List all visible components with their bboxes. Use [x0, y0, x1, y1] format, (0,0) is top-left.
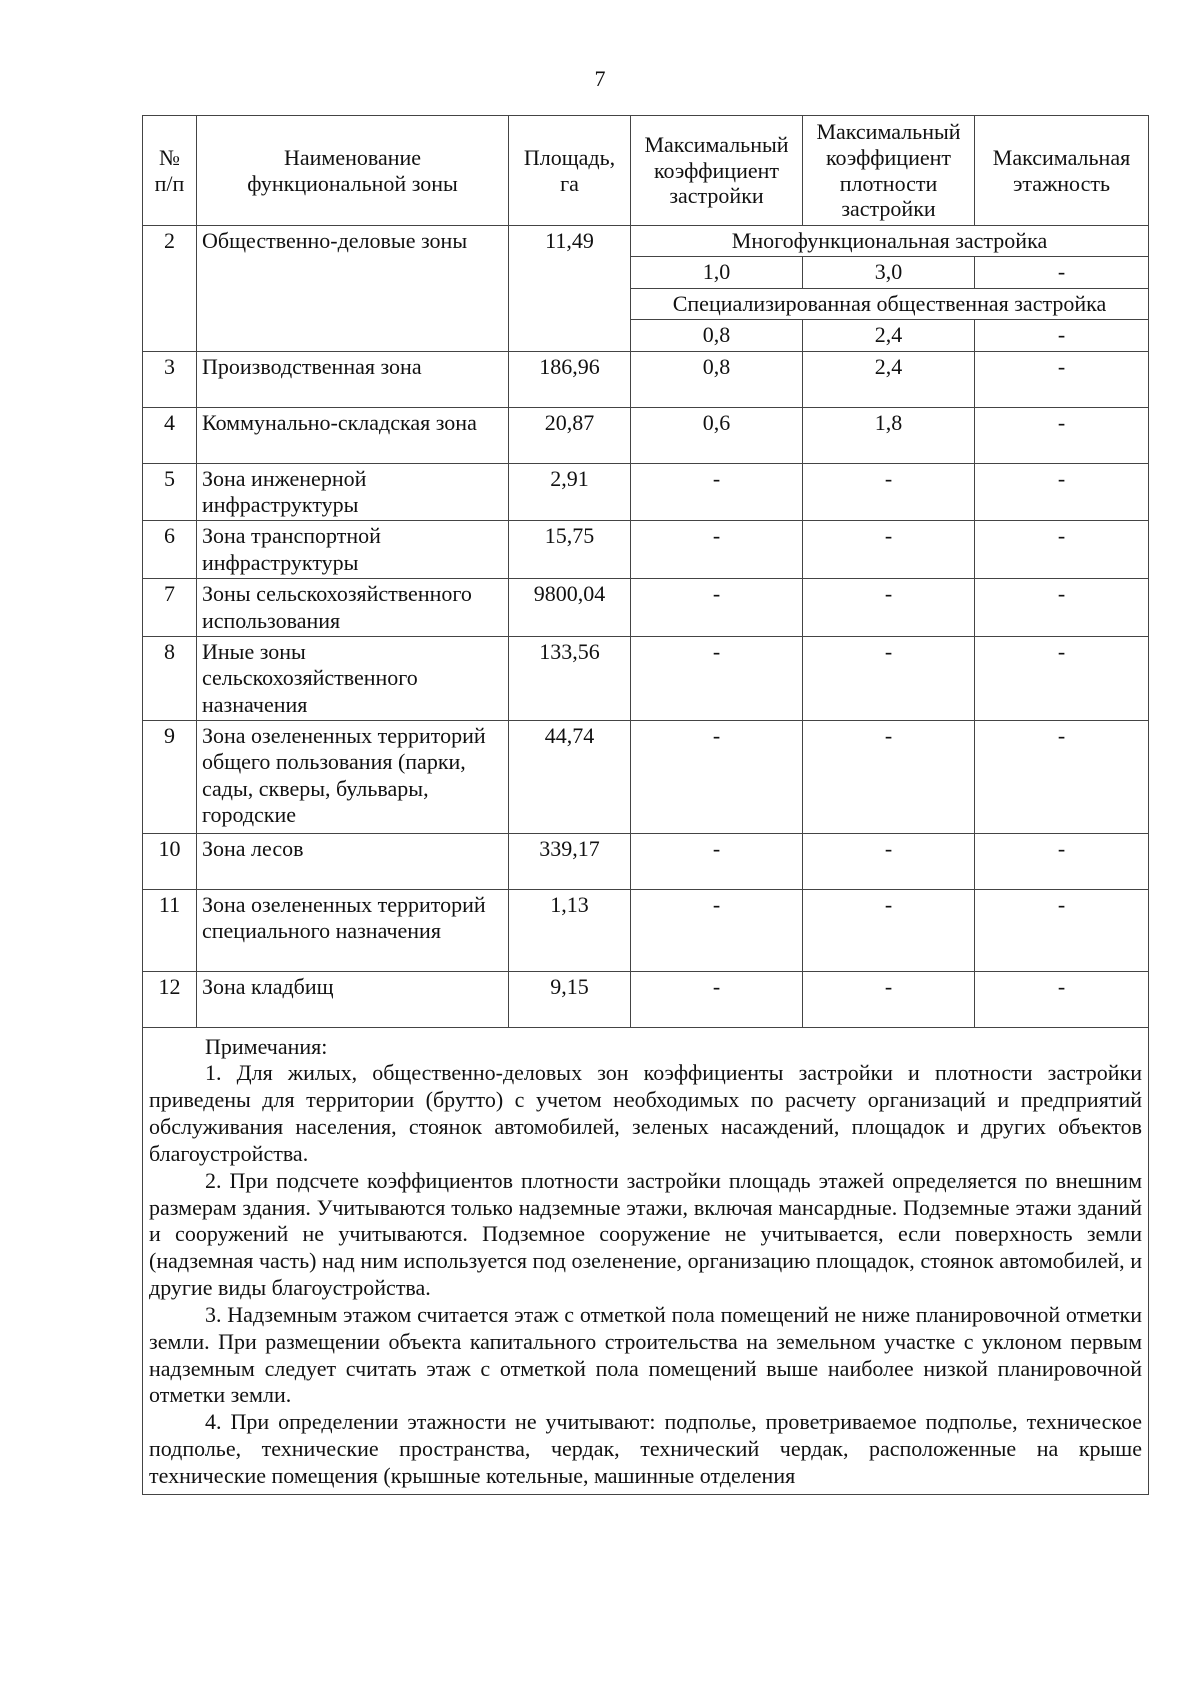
row-zone-name: Зона транспортной инфраструктуры	[197, 521, 509, 579]
table-row	[143, 407, 1149, 463]
notes-row	[143, 1028, 1149, 1495]
row-density-coef: 1,8	[803, 407, 975, 463]
header-num: № п/п	[143, 116, 197, 226]
note-2: 2. При подсчете коэффициентов плотности застройки площадь этажей определяется по внешним размерам здания. Учитываются только надземные этажи, включая мансардные. Подземные этажи зданий и сооружений не учитываются. Подземное сооружение не учитывается, если поверхность земли (надземная часть) над ним используется под озеленение, организацию площадок, стоянок автомобилей, и другие виды благоустройства.	[149, 1167, 1142, 1301]
row-area: 2,91	[509, 463, 631, 521]
row-area: 11,49	[509, 226, 631, 352]
row-zone-name: Иные зоны сельскохозяйственного назначения	[197, 636, 509, 720]
row-num: 12	[143, 972, 197, 1028]
header-density-coef: Максимальный коэффициент плотности застройки	[803, 116, 975, 226]
row-build-coef: 1,0	[631, 257, 803, 288]
row-density-coef: -	[803, 579, 975, 637]
row-floors: -	[975, 351, 1149, 407]
row-floors: -	[975, 721, 1149, 834]
row-zone-name: Зона лесов	[197, 834, 509, 890]
row-area: 44,74	[509, 721, 631, 834]
row-density-coef: -	[803, 463, 975, 521]
row-build-coef: -	[631, 721, 803, 834]
row-density-coef: 3,0	[803, 257, 975, 288]
row-density-coef: 2,4	[803, 320, 975, 351]
page-number: 7	[594, 66, 606, 91]
table-row	[143, 972, 1149, 1028]
row-num: 8	[143, 636, 197, 720]
row-density-coef: -	[803, 972, 975, 1028]
row-num: 9	[143, 721, 197, 834]
table-row-2	[143, 226, 1149, 257]
row-floors: -	[975, 521, 1149, 579]
row-area: 9800,04	[509, 579, 631, 637]
row-floors: -	[975, 320, 1149, 351]
row-area: 133,56	[509, 636, 631, 720]
row-floors: -	[975, 579, 1149, 637]
table-row	[143, 721, 1149, 834]
notes-section	[143, 1028, 1149, 1495]
row-area: 20,87	[509, 407, 631, 463]
subzone-label: Многофункциональная застройка	[631, 226, 1149, 257]
row-build-coef: -	[631, 579, 803, 637]
table-row	[143, 636, 1149, 720]
row-zone-name: Зона кладбищ	[197, 972, 509, 1028]
table-row	[143, 890, 1149, 972]
row-zone-name: Коммунально-складская зона	[197, 407, 509, 463]
row-num: 6	[143, 521, 197, 579]
zones-table	[142, 115, 1149, 1495]
note-4: 4. При определении этажности не учитывают: подполье, проветриваемое подполье, техническое подполье, технические пространства, чердак, технический чердак, расположенные на крыше технические помещения (крышные котельные, машинные отделения	[149, 1409, 1142, 1488]
table-row	[143, 351, 1149, 407]
row-build-coef: -	[631, 463, 803, 521]
row-build-coef: 0,8	[631, 320, 803, 351]
table-row	[143, 834, 1149, 890]
row-area: 9,15	[509, 972, 631, 1028]
row-density-coef: -	[803, 834, 975, 890]
row-area: 339,17	[509, 834, 631, 890]
header-build-coef: Максимальный коэффициент застройки	[631, 116, 803, 226]
row-zone-name: Зона озелененных территорий общего пользования (парки, сады, скверы, бульвары, городские	[197, 721, 509, 834]
subzone-label: Специализированная общественная застройка	[631, 288, 1149, 319]
row-zone-name: Зона озелененных территорий специального назначения	[197, 890, 509, 972]
row-floors: -	[975, 463, 1149, 521]
row-zone-name: Общественно-деловые зоны	[197, 226, 509, 352]
row-area: 186,96	[509, 351, 631, 407]
row-density-coef: -	[803, 890, 975, 972]
row-num: 7	[143, 579, 197, 637]
row-density-coef: -	[803, 521, 975, 579]
row-num: 4	[143, 407, 197, 463]
row-build-coef: 0,8	[631, 351, 803, 407]
row-num: 5	[143, 463, 197, 521]
notes-title: Примечания:	[205, 1034, 328, 1060]
row-build-coef: -	[631, 890, 803, 972]
row-num: 2	[143, 226, 197, 352]
row-floors: -	[975, 890, 1149, 972]
table-row	[143, 463, 1149, 521]
note-3: 3. Надземным этажом считается этаж с отметкой пола помещений не ниже планировочной отметки земли. При размещении объекта капитального строительства на земельном участке с уклоном первым надземным следует считать этаж с отметкой пола помещений выше наиболее низкой планировочной отметки земли.	[149, 1301, 1142, 1408]
row-density-coef: 2,4	[803, 351, 975, 407]
row-build-coef: -	[631, 972, 803, 1028]
row-density-coef: -	[803, 636, 975, 720]
row-build-coef: -	[631, 834, 803, 890]
row-zone-name: Зоны сельскохозяйственного использования	[197, 579, 509, 637]
row-floors: -	[975, 407, 1149, 463]
row-floors: -	[975, 834, 1149, 890]
row-area: 15,75	[509, 521, 631, 579]
header-area: Площадь, га	[509, 116, 631, 226]
row-floors: -	[975, 972, 1149, 1028]
row-num: 10	[143, 834, 197, 890]
header-floors: Максимальная этажность	[975, 116, 1149, 226]
row-floors: -	[975, 636, 1149, 720]
note-1: 1. Для жилых, общественно-деловых зон коэффициенты застройки и плотности застройки приведены для территории (брутто) с учетом необходимых по расчету организаций и предприятий обслуживания населения, стоянок автомобилей, зеленых насаждений, площадок и других объектов благоустройства.	[149, 1060, 1142, 1166]
row-area: 1,13	[509, 890, 631, 972]
row-zone-name: Производственная зона	[197, 351, 509, 407]
row-density-coef: -	[803, 721, 975, 834]
row-floors: -	[975, 257, 1149, 288]
row-build-coef: -	[631, 521, 803, 579]
header-zone-name: Наименование функциональной зоны	[197, 116, 509, 226]
row-build-coef: 0,6	[631, 407, 803, 463]
row-num: 3	[143, 351, 197, 407]
table-row	[143, 579, 1149, 637]
row-build-coef: -	[631, 636, 803, 720]
table-row	[143, 521, 1149, 579]
row-zone-name: Зона инженерной инфраструктуры	[197, 463, 509, 521]
row-num: 11	[143, 890, 197, 972]
table-header-row	[143, 116, 1149, 226]
